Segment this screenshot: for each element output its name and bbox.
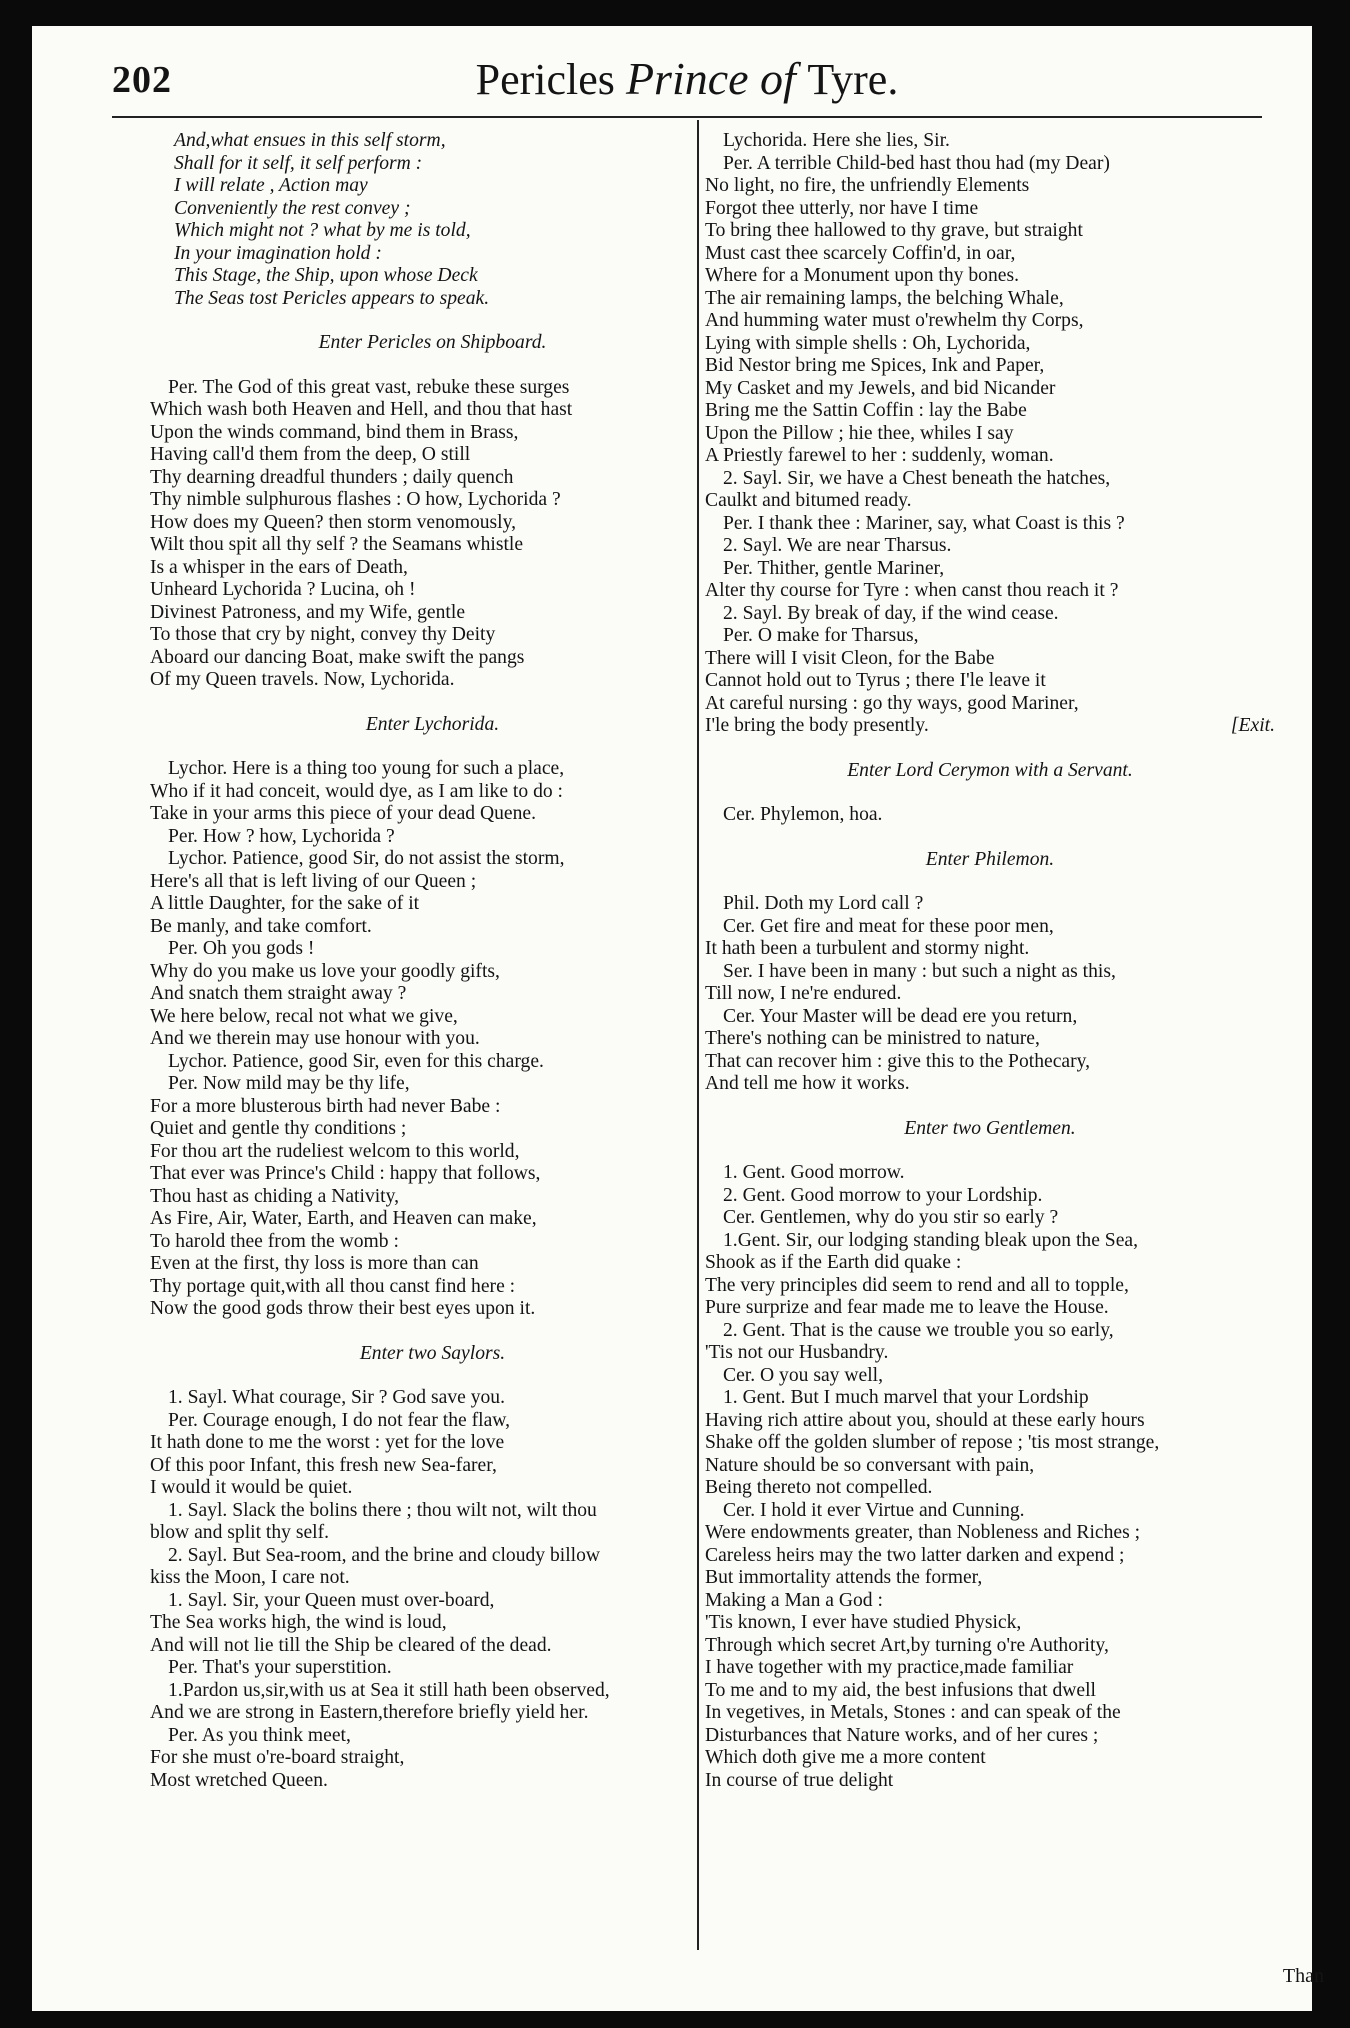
text-line: Pure surprize and fear made me to leave the House. <box>705 1297 1109 1318</box>
text-line: For she must o're-board straight, <box>150 1747 405 1768</box>
text-line: Lying with simple shells : Oh, Lychorida, <box>705 332 1031 354</box>
text-line: Careless heirs may the two latter darken and expend ; <box>705 1544 1125 1566</box>
text-line: Must cast thee scarcely Coffin'd, in oar, <box>705 242 1016 264</box>
page-number: 202 <box>112 59 172 101</box>
text-line: kiss the Moon, I care not. <box>150 1567 350 1588</box>
text-line: To harold thee from the womb : <box>150 1230 399 1252</box>
text-line: At careful nursing : go thy ways, good Mariner, <box>705 692 1079 714</box>
text-line: Of this poor Infant, this fresh new Sea-farer, <box>150 1454 497 1476</box>
text-line: Shake off the golden slumber of repose ; 'tis most strange, <box>705 1432 1160 1453</box>
text-line: Lychor. Here is a thing too young for such a place, <box>168 758 565 779</box>
text-line: But immortality attends the former, <box>705 1567 983 1588</box>
text-line: Aboard our dancing Boat, make swift the pangs <box>150 646 525 668</box>
text-line: Nature should be so conversant with pain, <box>705 1454 1035 1476</box>
text-line: And humming water must o'rewhelm thy Corps, <box>705 310 1084 331</box>
text-line: Cer. Get fire and meat for these poor men, <box>723 915 1054 937</box>
text-line: 2. Sayl. We are near Tharsus. <box>723 535 952 556</box>
text-line: As Fire, Air, Water, Earth, and Heaven can make, <box>150 1208 537 1229</box>
text-line: Till now, I ne're endured. <box>705 983 902 1004</box>
text-line: Thy portage quit,with all thou canst find here : <box>150 1275 516 1297</box>
text-line: Wilt thou spit all thy self ? the Seamans whistle <box>150 534 524 555</box>
text-line: Quiet and gentle thy conditions ; <box>150 1118 407 1139</box>
text-line: blow and split thy self. <box>150 1522 330 1543</box>
text-line: Thou hast as chiding a Nativity, <box>150 1185 400 1207</box>
text-line: Per. Oh you gods ! <box>168 938 315 959</box>
text-line: 2. Sayl. Sir, we have a Chest beneath the hatches, <box>723 467 1111 489</box>
text-line: For thou art the rudeliest welcom to this world, <box>150 1140 520 1162</box>
text-line: Divinest Patroness, and my Wife, gentle <box>150 601 466 623</box>
text-line: Now the good gods throw their best eyes upon it. <box>150 1298 536 1319</box>
text-line: In your imagination hold : <box>174 242 382 264</box>
text-line: And tell me how it works. <box>705 1073 910 1094</box>
stage-direction: Enter two Gentlemen. <box>904 1117 1076 1139</box>
text-line: My Casket and my Jewels, and bid Nicander <box>705 377 1056 399</box>
text-line: Were endowments greater, than Nobleness and Riches ; <box>705 1522 1141 1543</box>
text-line: The Seas tost Pericles appears to speak. <box>174 287 490 309</box>
text-line: 2. Gent. Good morrow to your Lordship. <box>723 1184 1043 1206</box>
exit-direction: [Exit. <box>1230 715 1275 736</box>
text-line: Having call'd them from the deep, O still <box>150 444 471 465</box>
text-line: Per. A terrible Child-bed hast thou had (my Dear) <box>723 152 1110 174</box>
left-column <box>150 130 715 1950</box>
text-line: I would it would be quiet. <box>150 1477 353 1498</box>
text-line: Thy nimble sulphurous flashes : O how, Lychorida ? <box>150 489 561 510</box>
text-line: For a more blusterous birth had never Babe : <box>150 1095 501 1117</box>
text-line: Of my Queen travels. Now, Lychorida. <box>150 669 455 690</box>
text-line: Bid Nestor bring me Spices, Ink and Paper, <box>705 355 1045 376</box>
text-line: 1. Gent. But I much marvel that your Lordship <box>723 1387 1089 1408</box>
text-line: Where for a Monument upon thy bones. <box>705 265 1019 286</box>
text-line: Cer. Gentlemen, why do you stir so early ? <box>723 1207 1059 1228</box>
stage-direction: Enter Pericles on Shipboard. <box>318 332 547 353</box>
text-line: And we therein may use honour with you. <box>150 1028 480 1049</box>
text-line: Lychor. Patience, good Sir, even for this charge. <box>168 1050 544 1072</box>
text-line: Here's all that is left living of our Queen ; <box>150 870 477 892</box>
text-line: Per. O make for Tharsus, <box>723 625 919 646</box>
text-line: Which might not ? what by me is told, <box>174 220 471 241</box>
text-line: To those that cry by night, convey thy Deity <box>150 624 496 645</box>
running-title: Pericles Prince of Tyre. <box>475 53 899 104</box>
text-line: 2. Sayl. But Sea-room, and the brine and cloudy billow <box>168 1544 601 1566</box>
text-line: How does my Queen? then storm venomously, <box>150 511 517 533</box>
text-line: There will I visit Cleon, for the Babe <box>705 647 995 669</box>
text-line: 1. Sayl. Slack the bolins there ; thou wilt not, wilt thou <box>168 1499 597 1521</box>
text-line: Ser. I have been in many : but such a night as this, <box>723 960 1116 982</box>
text-line: 'Tis known, I ever have studied Physick, <box>705 1612 1022 1633</box>
text-line: Upon the winds command, bind them in Brass, <box>150 421 519 443</box>
text-line: Shook as if the Earth did quake : <box>705 1252 962 1273</box>
text-line: That ever was Prince's Child : happy that follows, <box>150 1163 541 1184</box>
stage-direction: Enter Lord Cerymon with a Servant. <box>847 759 1133 781</box>
text-line: Per. I thank thee : Mariner, say, what Coast is this ? <box>723 512 1125 534</box>
stage-direction: Enter two Saylors. <box>359 1342 506 1364</box>
text-line: Shall for it self, it self perform : <box>174 152 423 174</box>
text-line: Bring me the Sattin Coffin : lay the Babe <box>705 400 1027 421</box>
text-line: Which doth give me a more content <box>705 1747 986 1768</box>
text-line: Which wash both Heaven and Hell, and thou that hast <box>150 399 573 420</box>
text-line: Alter thy course for Tyre : when canst thou reach it ? <box>705 580 1119 601</box>
text-line: 2. Gent. That is the cause we trouble you so early, <box>723 1319 1114 1341</box>
text-line: Who if it had conceit, would dye, as I am like to do : <box>150 780 563 802</box>
text-line: Lychorida. Here she lies, Sir. <box>723 130 950 151</box>
text-line: 1. Sayl. Sir, your Queen must over-board, <box>168 1589 495 1611</box>
right-column <box>705 130 1275 1950</box>
text-line: Disturbances that Nature works, and of her cures ; <box>705 1724 1099 1746</box>
text-line: Phil. Doth my Lord call ? <box>723 893 924 914</box>
stage-direction: Enter Philemon. <box>925 848 1055 870</box>
text-line: To bring thee hallowed to thy grave, but straight <box>705 220 1083 241</box>
text-line: It hath been a turbulent and stormy night. <box>705 938 1030 959</box>
text-line: No light, no fire, the unfriendly Elements <box>705 175 1030 196</box>
text-line: Per. That's your superstition. <box>168 1657 392 1678</box>
text-line: In course of true delight <box>705 1769 894 1791</box>
text-line: Being thereto not compelled. <box>705 1477 933 1498</box>
text-line: 1. Sayl. What courage, Sir ? God save you. <box>168 1387 506 1408</box>
text-line: Thy dearning dreadful thunders ; daily quench <box>150 466 514 488</box>
text-line: Having rich attire about you, should at these early hours <box>705 1409 1145 1431</box>
text-line: Lychor. Patience, good Sir, do not assist the storm, <box>168 848 565 869</box>
text-line: And,what ensues in this self storm, <box>174 130 446 151</box>
text-line: 1. Gent. Good morrow. <box>723 1162 905 1183</box>
page-header <box>112 44 1262 114</box>
text-line: There's nothing can be ministred to nature, <box>705 1028 1040 1049</box>
text-line: And will not lie till the Ship be cleared of the dead. <box>150 1634 552 1656</box>
text-line: Be manly, and take comfort. <box>150 915 372 937</box>
text-line: That can recover him : give this to the Pothecary, <box>705 1050 1091 1072</box>
text-line: Making a Man a God : <box>705 1589 883 1611</box>
text-line: 'Tis not our Husbandry. <box>705 1342 889 1363</box>
text-line: This Stage, the Ship, upon whose Deck <box>174 265 478 286</box>
text-line: I have together with my practice,made familiar <box>705 1657 1074 1678</box>
text-line: Cer. Your Master will be dead ere you return, <box>723 1005 1078 1027</box>
catchword: Than <box>1282 1965 1324 1987</box>
text-line: Per. Now mild may be thy life, <box>168 1073 410 1094</box>
text-line: Cer. Phylemon, hoa. <box>723 804 883 825</box>
text-line: In vegetives, in Metals, Stones : and can speak of the <box>705 1702 1121 1723</box>
text-line: Per. Courage enough, I do not fear the flaw, <box>168 1409 511 1431</box>
text-line: Why do you make us love your goodly gifts, <box>150 960 500 982</box>
text-line: Cer. I hold it ever Virtue and Cunning. <box>723 1499 1025 1521</box>
text-line: Per. Thither, gentle Mariner, <box>723 557 945 579</box>
text-line: Cannot hold out to Tyrus ; there I'le leave it <box>705 670 1046 691</box>
text-line: Most wretched Queen. <box>150 1769 328 1791</box>
text-line: Forgot thee utterly, nor have I time <box>705 197 979 219</box>
text-line: Per. How ? how, Lychorida ? <box>168 825 395 847</box>
text-line: Upon the Pillow ; hie thee, whiles I say <box>705 422 1014 444</box>
stage-direction: Enter Lychorida. <box>365 713 500 735</box>
text-line: Through which secret Art,by turning o're Authority, <box>705 1634 1109 1656</box>
text-line: Even at the first, thy loss is more than can <box>150 1253 479 1274</box>
text-line: 2. Sayl. By break of day, if the wind cease. <box>723 602 1059 624</box>
text-line: The air remaining lamps, the belching Whale, <box>705 287 1064 309</box>
text-line: We here below, recal not what we give, <box>150 1005 458 1027</box>
text-line: 1.Pardon us,sir,with us at Sea it still hath been observed, <box>168 1679 610 1701</box>
text-line: Unheard Lychorida ? Lucina, oh ! <box>150 579 416 600</box>
text-line: And we are strong in Eastern,therefore briefly yield her. <box>150 1702 589 1723</box>
text-line: Per. The God of this great vast, rebuke these surges <box>168 376 570 398</box>
text-line: The very principles did seem to rend and all to topple, <box>705 1274 1129 1296</box>
text-line: And snatch them straight away ? <box>150 983 407 1004</box>
text-line: Caulkt and bitumed ready. <box>705 490 912 511</box>
text-line: I'le bring the body presently. [Exit. <box>705 715 1275 736</box>
text-line: A little Daughter, for the sake of it <box>150 893 420 914</box>
text-line: 1.Gent. Sir, our lodging standing bleak upon the Sea, <box>723 1229 1138 1251</box>
text-line: It hath done to me the worst : yet for the love <box>150 1432 505 1453</box>
header-rule <box>112 116 1262 118</box>
text-line: Take in your arms this piece of your dead Quene. <box>150 803 537 824</box>
text-line: Cer. O you say well, <box>723 1364 883 1386</box>
text-line: Is a whisper in the ears of Death, <box>150 556 408 578</box>
text-line: A Priestly farewel to her : suddenly, woman. <box>705 445 1054 466</box>
text-line: The Sea works high, the wind is loud, <box>150 1612 447 1633</box>
text-line: Per. As you think meet, <box>168 1724 351 1746</box>
text-line: Conveniently the rest convey ; <box>174 197 411 219</box>
text-line: I will relate , Action may <box>174 175 368 196</box>
text-line: To me and to my aid, the best infusions that dwell <box>705 1679 1096 1701</box>
